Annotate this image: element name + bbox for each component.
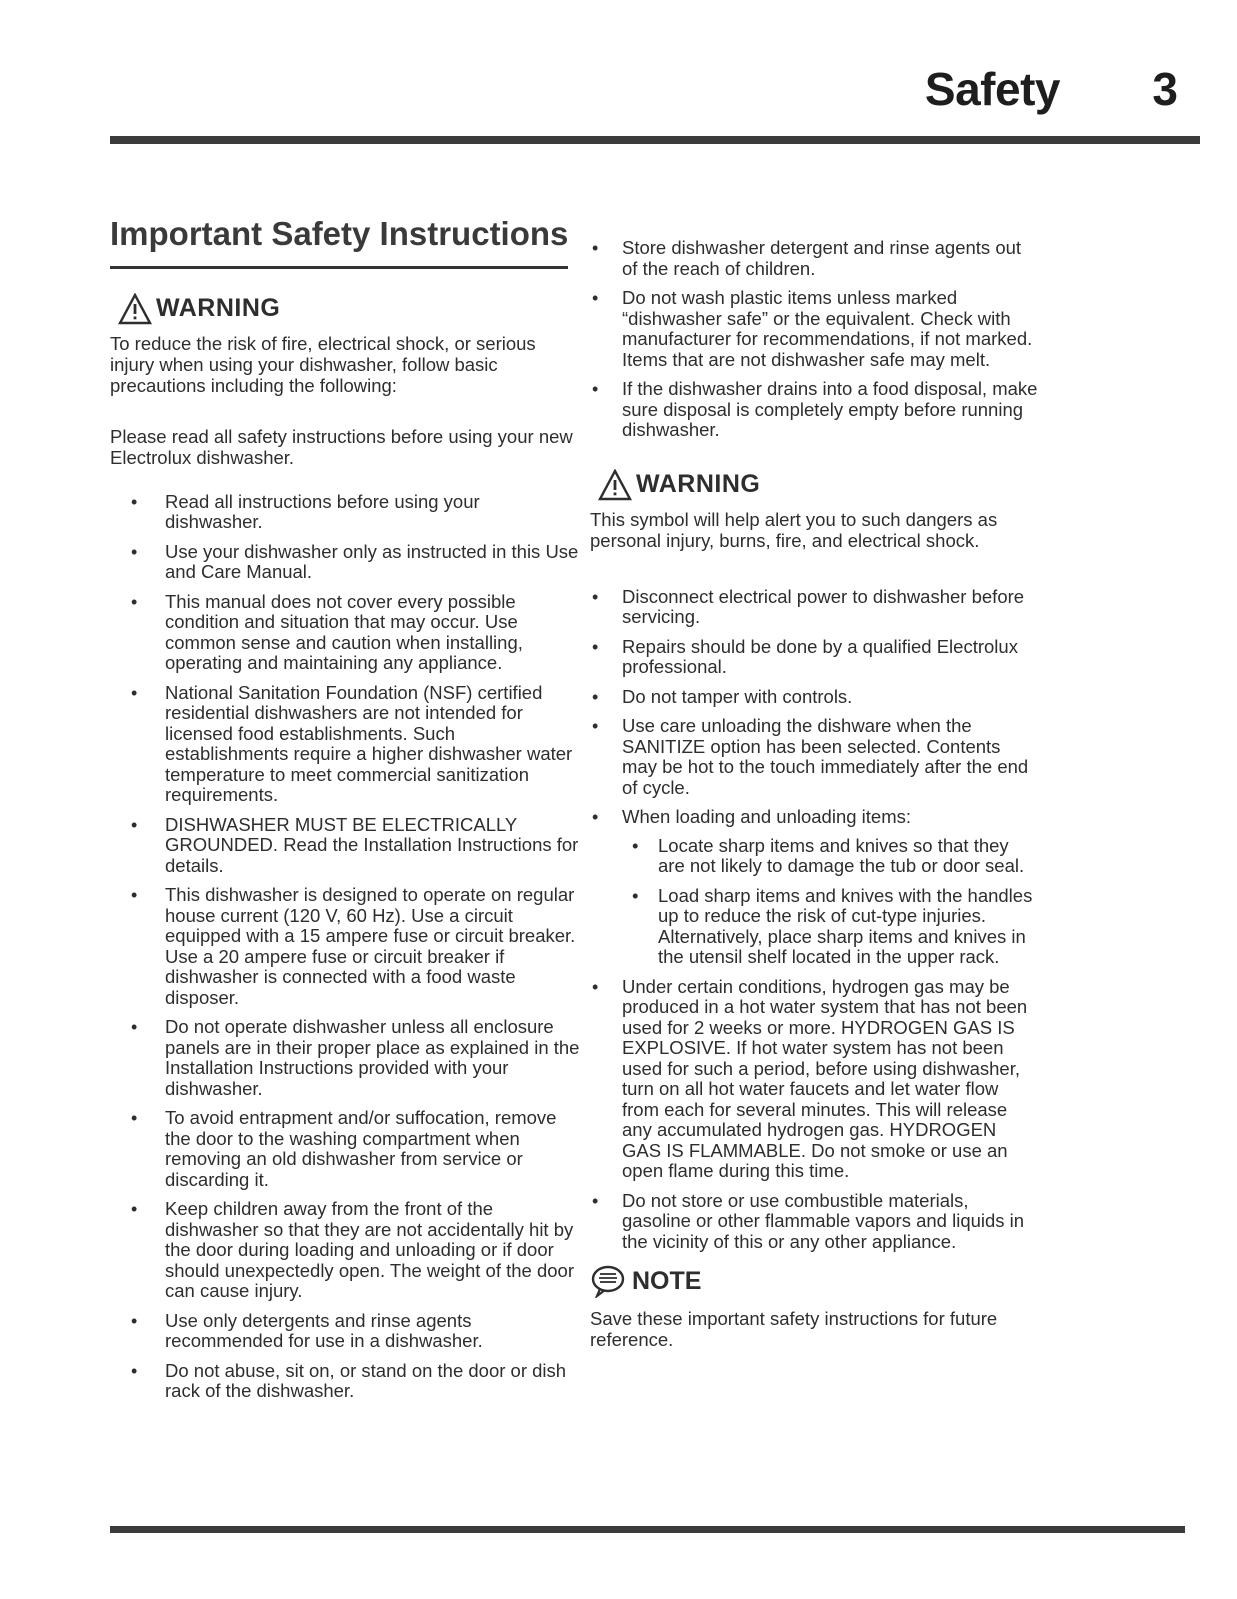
list-item: • Disconnect electrical power to dishwasher before servicing.: [590, 587, 1040, 628]
intro-text: Please read all safety instructions before using your new Electrolux dishwasher.: [110, 425, 573, 468]
note-text: Save these important safety instructions for future reference.: [590, 1308, 998, 1350]
warning-triangle-icon: [118, 293, 152, 325]
list-item: • Do not abuse, sit on, or stand on the door or dish rack of the dishwasher.: [110, 1361, 580, 1402]
warning-label: WARNING: [636, 470, 761, 498]
warning-heading: [598, 469, 1040, 501]
heading-rule: [110, 266, 568, 269]
list-item: • Use your dishwasher only as instructed in this Use and Care Manual.: [110, 542, 580, 583]
left-column: [110, 214, 580, 1411]
list-item: • Under certain conditions, hydrogen gas may be produced in a hot water system that has not been used for 2 weeks or more. HYDROGEN GAS IS EXPLOSIVE. If hot water system has not been used for such a period, before using dishwasher, turn on all hot water faucets and let water flow from each for several minutes. This will release any accumulated hydrogen gas. HYDROGEN GAS IS FLAMMABLE. Do not smoke or use an open flame during this time.: [590, 977, 1040, 1182]
list-item: • Use care unloading the dishware when the SANITIZE option has been selected. Contents may be hot to the touch immediately after the end of cycle.: [590, 716, 1040, 798]
list-item: • If the dishwasher drains into a food disposal, make sure disposal is completely empty before running dishwasher.: [590, 379, 1040, 441]
safety-list-right-mid: [590, 587, 1040, 1253]
note-icon: [590, 1264, 626, 1298]
warning-text: This symbol will help alert you to such dangers as personal injury, burns, fire, and electrical shock.: [590, 508, 998, 551]
right-column: [590, 238, 1040, 1380]
warning-label: WARNING: [156, 294, 281, 323]
list-item-text: When loading and unloading items:: [622, 806, 911, 827]
list-item: • Repairs should be done by a qualified Electrolux professional.: [590, 637, 1040, 678]
sub-list: [622, 836, 1040, 968]
page-section-title: Safety: [924, 63, 1060, 115]
sub-list-item: • Locate sharp items and knives so that they are not likely to damage the tub or door seal.: [622, 836, 1040, 877]
header-rule: [110, 136, 1200, 144]
list-item: • Read all instructions before using your dishwasher.: [110, 492, 580, 533]
footer-rule: [110, 1526, 1185, 1533]
list-item: [590, 807, 1040, 968]
safety-list-left: [110, 492, 580, 1402]
list-item: • DISHWASHER MUST BE ELECTRICALLY GROUNDED. Read the Installation Instructions for details.: [110, 815, 580, 877]
list-item: • This manual does not cover every possible condition and situation that may occur. Use common sense and caution when installing, operating and maintaining any appliance.: [110, 592, 580, 674]
list-item: • This dishwasher is designed to operate on regular house current (120 V, 60 Hz). Use a circuit equipped with a 15 ampere fuse or circuit breaker. Use a 20 ampere fuse or circuit breaker if dishwasher is connected with a food waste disposer.: [110, 885, 580, 1008]
note-heading: [590, 1264, 1040, 1298]
list-item: • Do not tamper with controls.: [590, 687, 1040, 708]
section-heading: Important Safety Instructions: [110, 215, 569, 252]
note-label: NOTE: [632, 1266, 702, 1295]
list-item: • Keep children away from the front of the dishwasher so that they are not accidentally hit by the door during loading and unloading or if door should unexpectedly open. The weight of the door can cause injury.: [110, 1199, 580, 1302]
page-number: 3: [1152, 63, 1178, 115]
list-item: • Do not store or use combustible materials, gasoline or other flammable vapors and liquids in the vicinity of this or any other appliance.: [590, 1191, 1040, 1253]
sub-list-item: • Load sharp items and knives with the handles up to reduce the risk of cut-type injuries. Alternatively, place sharp items and knives in the utensil shelf located in the upper rack.: [622, 886, 1040, 968]
warning-text: To reduce the risk of fire, electrical shock, or serious injury when using your dishwasher, follow basic precautions including the following:: [110, 332, 536, 396]
list-item: • Do not wash plastic items unless marked “dishwasher safe” or the equivalent. Check with manufacturer for recommendations, if not marked. Items that are not dishwasher safe may melt.: [590, 288, 1040, 370]
list-item: • Do not operate dishwasher unless all enclosure panels are in their proper place as explained in the Installation Instructions provided with your dishwasher.: [110, 1017, 580, 1099]
warning-heading: [118, 293, 580, 325]
list-item: • Store dishwasher detergent and rinse agents out of the reach of children.: [590, 238, 1040, 279]
list-item: • To avoid entrapment and/or suffocation, remove the door to the washing compartment when removing an old dishwasher from service or discarding it.: [110, 1108, 580, 1190]
safety-list-right-top: [590, 238, 1040, 441]
list-item: • Use only detergents and rinse agents recommended for use in a dishwasher.: [110, 1311, 580, 1352]
warning-triangle-icon: [598, 469, 632, 501]
list-item: • National Sanitation Foundation (NSF) certified residential dishwashers are not intended for licensed food establishments. Such establishments require a higher dishwasher water temperature to meet commercial sanitization requirements.: [110, 683, 580, 806]
